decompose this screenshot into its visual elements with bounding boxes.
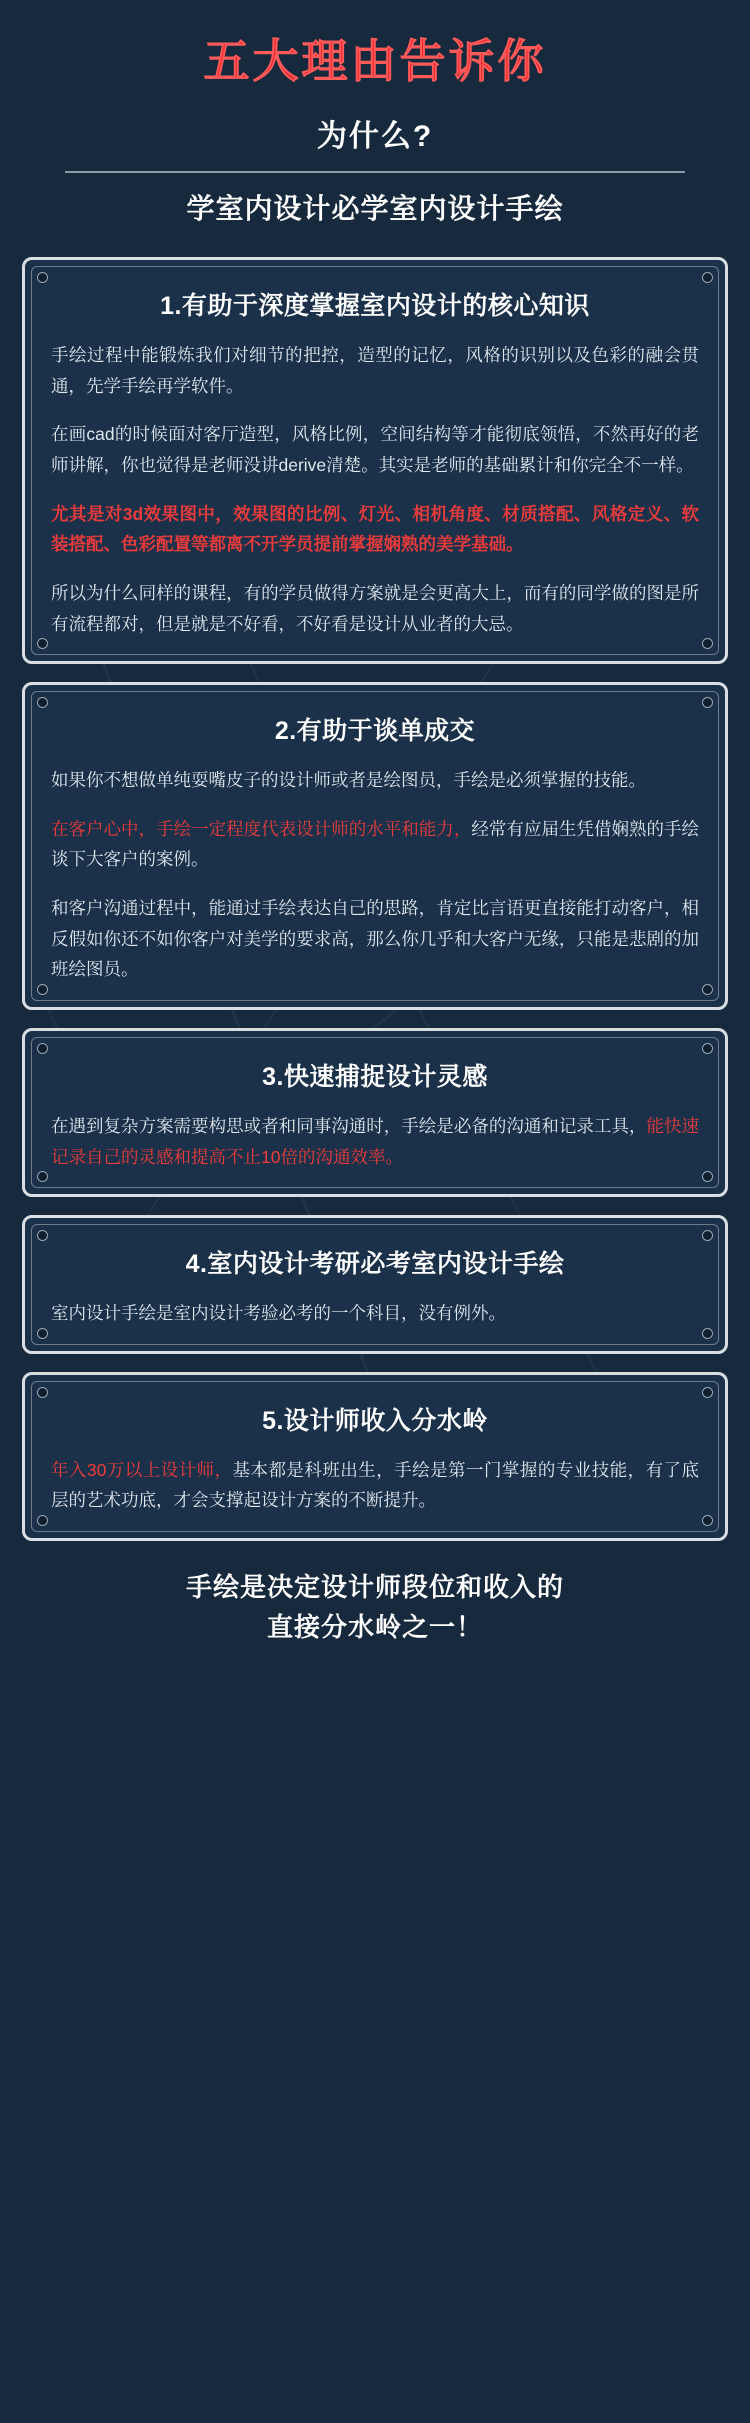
- title-divider: [65, 171, 685, 173]
- screw-icon: [37, 1328, 48, 1339]
- reason-card-1: [22, 257, 728, 664]
- screw-icon: [37, 697, 48, 708]
- reason-card-title: 4.室内设计考研必考室内设计手绘: [185, 1250, 565, 1279]
- page-subtitle: 为什么?: [316, 120, 434, 154]
- footer-line-1: 手绘是决定设计师段位和收入的: [185, 1572, 564, 1603]
- highlight-text: 在客户心中，手绘一定程度代表设计师的水平和能力，: [51, 818, 472, 839]
- reason-card-title: 3.快速捕捉设计灵感: [262, 1062, 488, 1091]
- reason-paragraph-mixed: [51, 1455, 699, 1516]
- screw-icon: [702, 697, 713, 708]
- reason-card-title: 5.设计师收入分水岭: [262, 1406, 488, 1435]
- reason-card-list: [0, 257, 750, 1541]
- poster-footer: [0, 1567, 750, 1688]
- highlight-text: 能快速记录自己的灵感和提高不止10倍的沟通效率。: [51, 1115, 700, 1167]
- screw-icon: [702, 1043, 713, 1054]
- reason-paragraph: 室内设计手绘是室内设计考验必考的一个科目，没有例外。: [51, 1303, 506, 1324]
- reason-paragraph: 在画cad的时候面对客厅造型，风格比例，空间结构等才能彻底领悟，不然再好的老师讲解，你也觉得是老师没讲derive清楚。其实是老师的基础累计和你完全不一样。: [51, 424, 699, 476]
- normal-text: 经常有应届生凭借娴熟的手绘谈下大客户的案例。: [51, 818, 700, 870]
- screw-icon: [702, 1171, 713, 1182]
- screw-icon: [37, 1515, 48, 1526]
- reason-paragraph: 如果你不想做单纯耍嘴皮子的设计师或者是绘图员，手绘是必须掌握的技能。: [51, 770, 646, 791]
- reason-paragraph: 和客户沟通过程中，能通过手绘表达自己的思路，肯定比言语更直接能打动客户，相反假如你还不如你客户对美学的要求高，那么你几乎和大客户无缘，只能是悲剧的加班绘图员。: [51, 898, 699, 980]
- screw-icon: [702, 1515, 713, 1526]
- reason-paragraph: 手绘过程中能锻炼我们对细节的把控，造型的记忆，风格的识别以及色彩的融会贯通，先学手绘再学软件。: [51, 345, 699, 396]
- screw-icon: [702, 984, 713, 995]
- reason-card-5: [22, 1372, 728, 1541]
- screw-icon: [702, 1230, 713, 1241]
- screw-icon: [37, 984, 48, 995]
- poster-header: [0, 0, 750, 227]
- reason-paragraph: 所以为什么同样的课程，有的学员做得方案就是会更高大上，而有的同学做的图是所有流程都对，但是就是不好看，不好看是设计从业者的大忌。: [51, 582, 699, 634]
- screw-icon: [702, 272, 713, 283]
- reason-card-title: 2.有助于谈单成交: [274, 717, 476, 746]
- footer-line-2: 直接分水岭之一！: [266, 1612, 483, 1643]
- reason-paragraph-mixed: [51, 1111, 699, 1172]
- normal-text: 基本都是科班出生，手绘是第一门掌握的专业技能，有了底层的艺术功底，才会支撑起设计方案的不断提升。: [51, 1459, 699, 1511]
- reason-card-3: [22, 1028, 728, 1197]
- screw-icon: [702, 638, 713, 649]
- screw-icon: [702, 1387, 713, 1398]
- screw-icon: [37, 1230, 48, 1241]
- screw-icon: [37, 1171, 48, 1182]
- screw-icon: [37, 272, 48, 283]
- screw-icon: [37, 1387, 48, 1398]
- reason-paragraph-highlight: 尤其是对3d效果图中，效果图的比例、灯光、相机角度、材质搭配、风格定义、软装搭配、色彩配置等都离不开学员提前掌握娴熟的美学基础。: [51, 503, 699, 555]
- page-title: 五大理由告诉你: [203, 35, 547, 87]
- highlight-text: 年入30万以上设计师，: [51, 1459, 233, 1480]
- screw-icon: [37, 1043, 48, 1054]
- reason-card-4: [22, 1215, 728, 1354]
- reason-card-title: 1.有助于深度掌握室内设计的核心知识: [160, 292, 590, 321]
- reason-paragraph-mixed: [51, 814, 699, 875]
- screw-icon: [702, 1328, 713, 1339]
- reason-card-2: [22, 682, 728, 1010]
- screw-icon: [37, 638, 48, 649]
- page-tagline: 学室内设计必学室内设计手绘: [186, 193, 564, 225]
- normal-text: 在遇到复杂方案需要构思或者和同事沟通时，手绘是必备的沟通和记录工具，: [51, 1115, 647, 1136]
